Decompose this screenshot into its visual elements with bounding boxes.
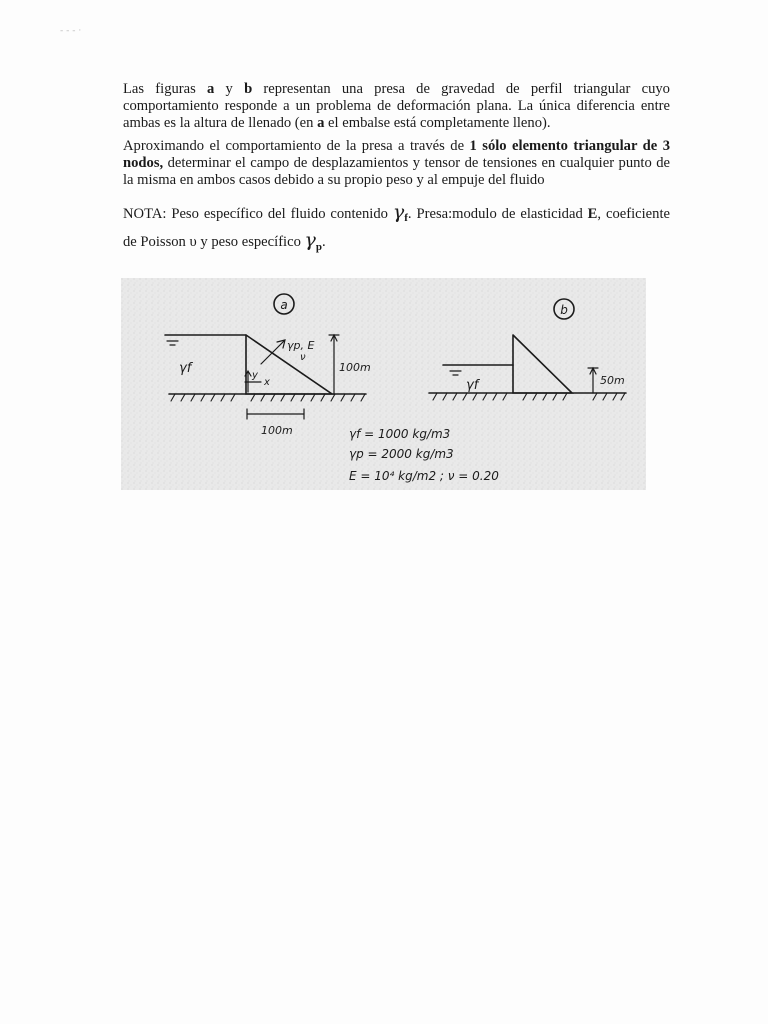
axis-x-label: x (264, 377, 270, 388)
paragraph-note (123, 201, 670, 258)
gamma-symbol: γ (304, 229, 316, 251)
text: , coeficiente de Poisson (123, 206, 670, 250)
base-label-a: 100m (261, 424, 293, 437)
text: representan una presa de gravedad de perfil triangular cuyo comportamiento responde a un problema de deformación plana. La única diferencia entre ambas es la altura de llenado (en (123, 81, 670, 131)
dam-props-label: γp, E (287, 339, 315, 352)
nu-label: ν (300, 352, 306, 363)
subscript-f: f (404, 212, 408, 224)
paragraph-intro (123, 81, 670, 132)
nu-symbol: υ (189, 234, 197, 250)
bold-a: a (207, 81, 215, 97)
label-b: b (560, 303, 568, 317)
text: Aproximando el comportamiento de la presa a través de (123, 138, 470, 154)
text: . Presa:modulo de elasticidad (407, 206, 588, 222)
height-label-b: 50m (600, 374, 625, 387)
text: el embalse está completamente lleno). (324, 115, 551, 131)
bold-b: b (244, 81, 253, 97)
text: Las figuras (123, 81, 208, 97)
gamma-f-label-b: γf (466, 378, 479, 393)
dam-figure (121, 278, 646, 490)
bold-element: 1 sólo elemento triangular de 3 nodos, (123, 138, 670, 171)
text: y peso específico (196, 234, 305, 250)
paragraph-task (123, 138, 670, 189)
gamma-f-label-a: γf (179, 361, 192, 376)
text: y (214, 81, 245, 97)
height-label-a: 100m (339, 361, 371, 374)
bold-e: E (587, 206, 598, 222)
gamma-symbol: γ (392, 201, 405, 223)
subscript-p: p (315, 241, 323, 253)
equation-e-nu: E = 10⁴ kg/m2 ; ν = 0.20 (349, 469, 499, 483)
dam-diagram (121, 278, 646, 490)
text: NOTA: Peso específico del fluido contenido (123, 206, 393, 222)
text: . (322, 234, 326, 250)
equation-gamma-f: γf = 1000 kg/m3 (349, 427, 451, 441)
label-a: a (280, 298, 288, 312)
scan-mark: ‐ ‐ ‐ · (60, 26, 82, 36)
axis-y-label: y (252, 370, 258, 381)
bold-a: a (317, 115, 325, 131)
equation-gamma-p: γp = 2000 kg/m3 (349, 447, 454, 461)
text: determinar el campo de desplazamientos y tensor de tensiones en cualquier punto de la misma en ambos casos debido a su propio peso y al empuje del fluido (123, 155, 670, 188)
